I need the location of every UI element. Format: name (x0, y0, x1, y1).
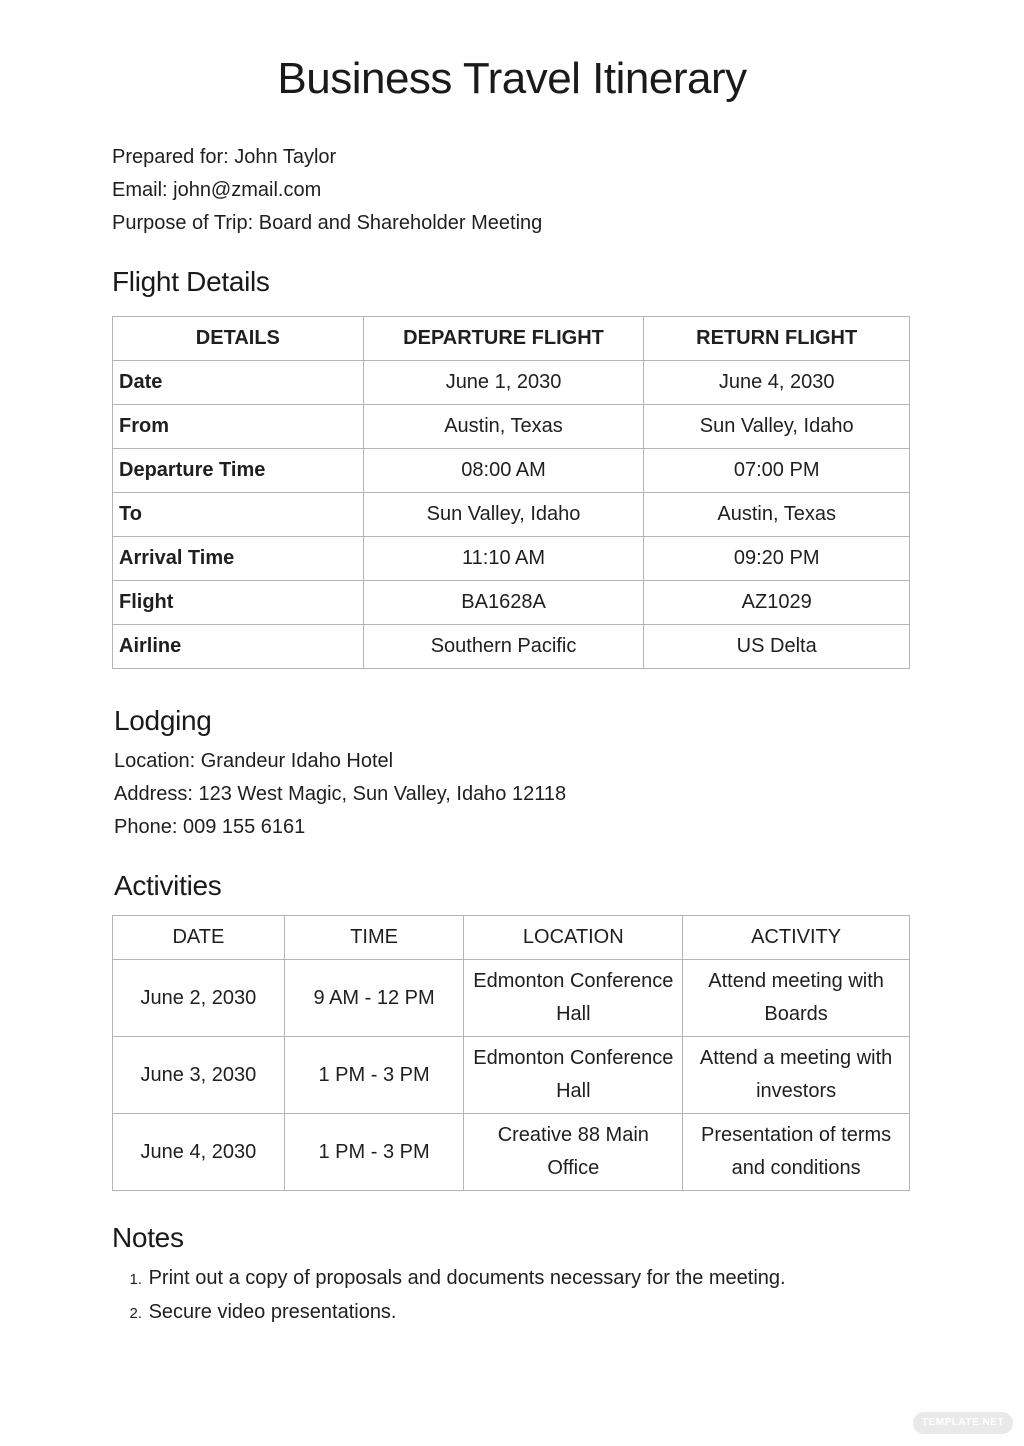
flight-details-heading: Flight Details (112, 266, 270, 297)
column-header: DETAILS (113, 317, 364, 361)
column-header: ACTIVITY (683, 916, 910, 960)
row-label: Flight (113, 581, 364, 625)
table-row (113, 1114, 910, 1191)
activity-location: Edmonton Conference Hall (464, 960, 683, 1037)
column-header: DATE (113, 916, 285, 960)
note-text: Print out a copy of proposals and documents necessary for the meeting. (148, 1267, 786, 1289)
row-label: Date (113, 361, 364, 405)
departure-value: Austin, Texas (363, 405, 644, 449)
table-row (113, 449, 910, 493)
departure-value: June 1, 2030 (363, 361, 644, 405)
return-value: Austin, Texas (644, 493, 910, 537)
activity-date: June 3, 2030 (113, 1037, 285, 1114)
column-header: TIME (284, 916, 464, 960)
return-value: Sun Valley, Idaho (644, 405, 910, 449)
lodging-phone: Phone: 009 155 6161 (114, 816, 306, 838)
table-header-row (113, 317, 910, 361)
lodging-heading: Lodging (114, 705, 212, 736)
notes-heading: Notes (112, 1222, 184, 1253)
column-header: DEPARTURE FLIGHT (363, 317, 644, 361)
activity-description: Attend a meeting with investors (683, 1037, 910, 1114)
activity-description: Attend meeting with Boards (683, 960, 910, 1037)
row-label: From (113, 405, 364, 449)
return-value: AZ1029 (644, 581, 910, 625)
return-value: June 4, 2030 (644, 361, 910, 405)
departure-value: BA1628A (363, 581, 644, 625)
column-header: RETURN FLIGHT (644, 317, 910, 361)
table-row (113, 493, 910, 537)
activities-heading: Activities (114, 870, 222, 901)
page-title: Business Travel Itinerary (277, 54, 747, 103)
activity-location: Creative 88 Main Office (464, 1114, 683, 1191)
activity-time: 9 AM - 12 PM (284, 960, 464, 1037)
list-number: 1. (129, 1271, 142, 1288)
row-label: Airline (113, 625, 364, 669)
activities-table (112, 915, 910, 1191)
table-row (113, 625, 910, 669)
notes-list (112, 1262, 786, 1330)
row-label: Arrival Time (113, 537, 364, 581)
list-item (112, 1262, 786, 1296)
column-header: LOCATION (464, 916, 683, 960)
lodging-info (114, 745, 566, 844)
activity-date: June 4, 2030 (113, 1114, 285, 1191)
departure-value: Sun Valley, Idaho (363, 493, 644, 537)
departure-value: 11:10 AM (363, 537, 644, 581)
trip-info (112, 141, 542, 240)
activity-time: 1 PM - 3 PM (284, 1114, 464, 1191)
departure-value: Southern Pacific (363, 625, 644, 669)
list-number: 2. (129, 1305, 142, 1322)
row-label: Departure Time (113, 449, 364, 493)
activity-location: Edmonton Conference Hall (464, 1037, 683, 1114)
table-row (113, 960, 910, 1037)
table-header-row (113, 916, 910, 960)
watermark-badge: TEMPLATE.NET (913, 1412, 1013, 1434)
table-row (113, 361, 910, 405)
departure-value: 08:00 AM (363, 449, 644, 493)
purpose-of-trip: Purpose of Trip: Board and Shareholder Meeting (112, 212, 543, 234)
return-value: 07:00 PM (644, 449, 910, 493)
note-text: Secure video presentations. (148, 1301, 397, 1323)
flight-details-table (112, 316, 910, 669)
lodging-address: Address: 123 West Magic, Sun Valley, Idaho 12118 (114, 783, 567, 805)
row-label: To (113, 493, 364, 537)
table-row (113, 537, 910, 581)
return-value: 09:20 PM (644, 537, 910, 581)
activity-time: 1 PM - 3 PM (284, 1037, 464, 1114)
table-row (113, 405, 910, 449)
lodging-location: Location: Grandeur Idaho Hotel (114, 750, 394, 772)
activity-description: Presentation of terms and conditions (683, 1114, 910, 1191)
table-row (113, 1037, 910, 1114)
table-row (113, 581, 910, 625)
list-item (112, 1296, 786, 1330)
prepared-for: Prepared for: John Taylor (112, 146, 337, 168)
return-value: US Delta (644, 625, 910, 669)
activity-date: June 2, 2030 (113, 960, 285, 1037)
email: Email: john@zmail.com (112, 179, 322, 201)
